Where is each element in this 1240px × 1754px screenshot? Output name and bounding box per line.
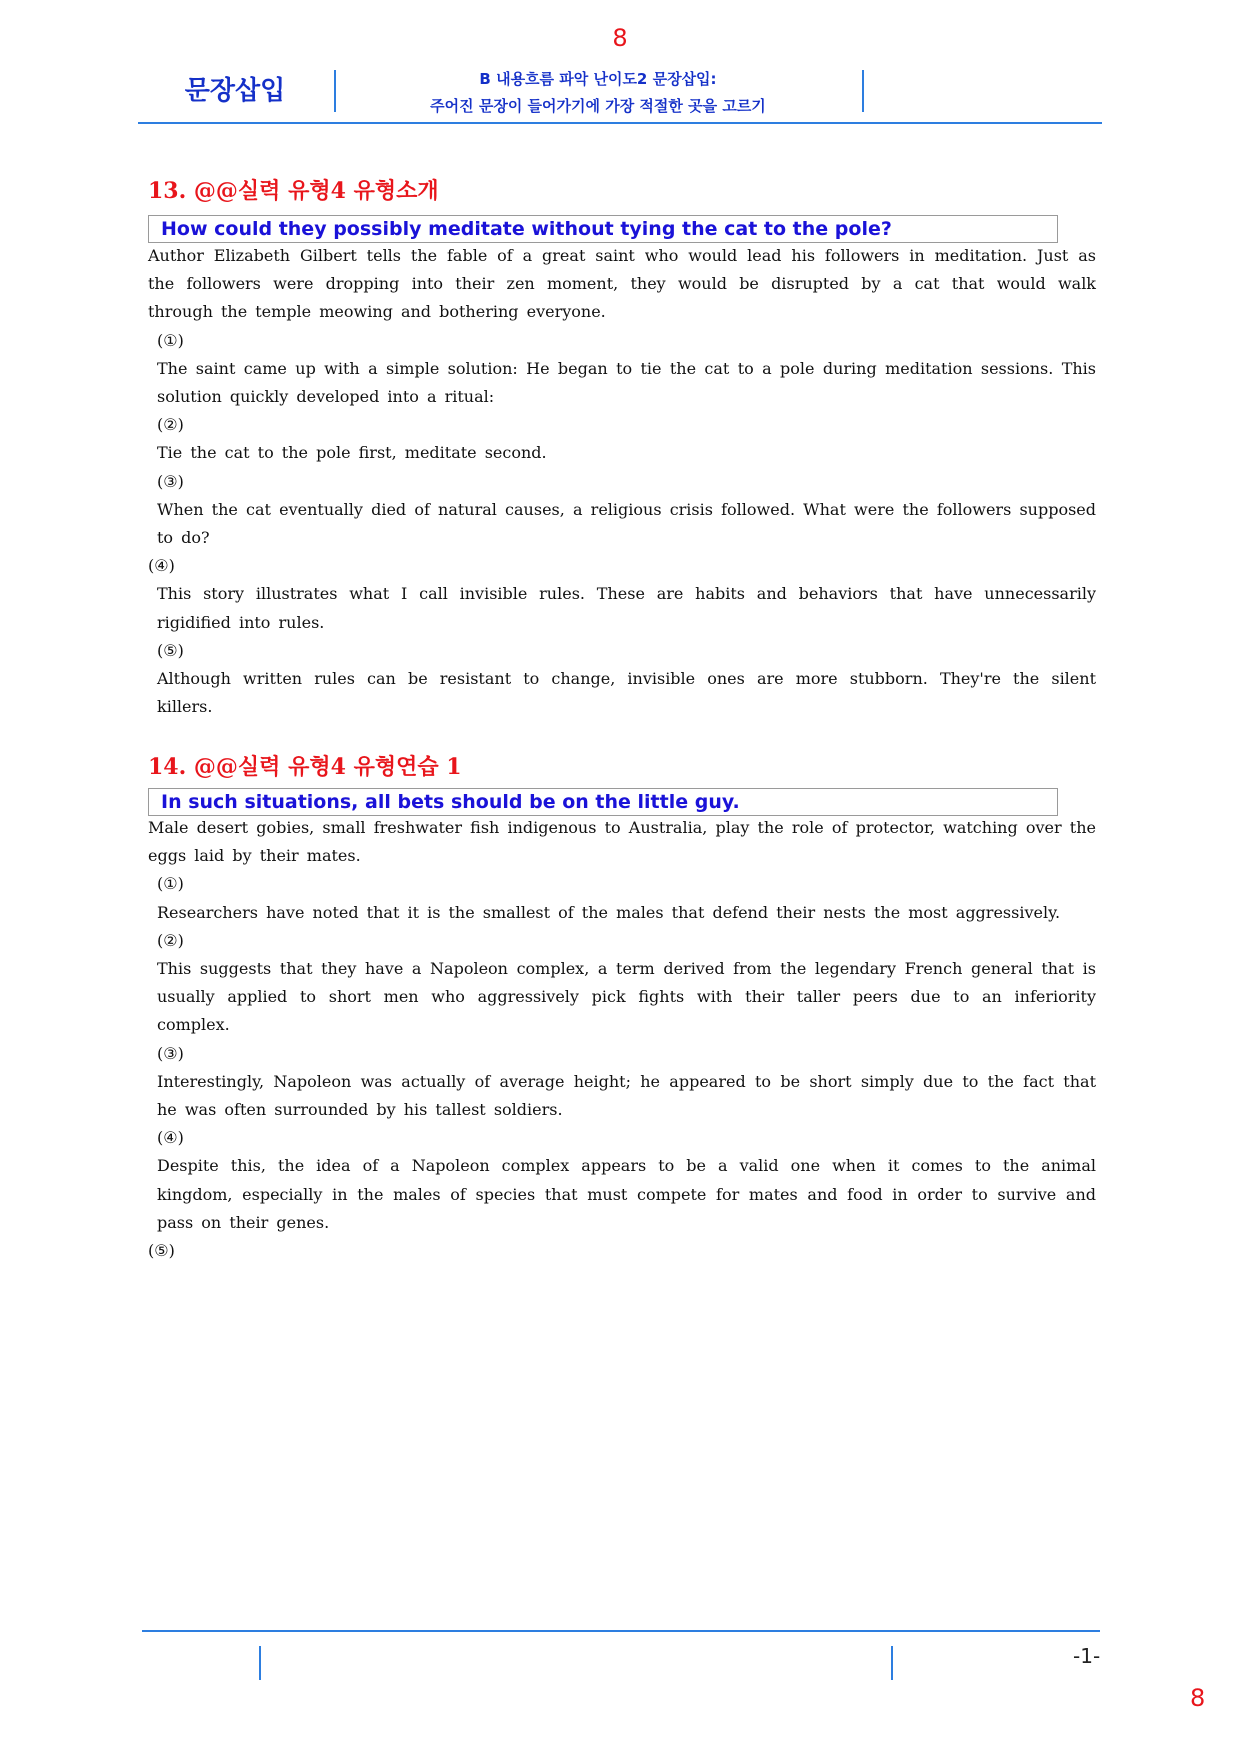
footer-page-label: -1- xyxy=(1073,1644,1101,1668)
insertion-marker-1: (①) xyxy=(157,330,184,350)
insertion-marker-4: (④) xyxy=(148,556,175,576)
page-number-bottom: 8 xyxy=(1190,1684,1206,1712)
passage-paragraph: Interestingly, Napoleon was actually of average height; he appeared to be short simply due to the fact that he was often surrounded by his tallest soldiers. xyxy=(157,1071,1096,1120)
insertion-marker-5: (⑤) xyxy=(148,1241,175,1261)
page-number-top: 8 xyxy=(612,24,628,52)
header-subtitle xyxy=(336,66,860,120)
header-subtitle-line2: 주어진 문장이 들어가기에 가장 적절한 곳을 고르기 xyxy=(430,97,766,115)
footer-divider-right xyxy=(891,1646,893,1680)
question-14-passage xyxy=(148,814,1096,1265)
footer-divider-left xyxy=(259,1646,261,1680)
passage-paragraph: This story illustrates what I call invisible rules. These are habits and behaviors that have unnecessarily rigidified into rules. xyxy=(157,584,1096,632)
passage-paragraph: This suggests that they have a Napoleon complex, a term derived from the legendary French general that is usually applied to short men who aggressively pick fights with their taller peers due to an inferiority complex. xyxy=(157,959,1096,1035)
question-13-title: 13. @@실력 유형4 유형소개 xyxy=(148,178,439,204)
insertion-marker-5: (⑤) xyxy=(157,640,184,660)
passage-paragraph: Male desert gobies, small freshwater fish indigenous to Australia, play the role of protector, watching over the eggs laid by their mates. xyxy=(148,818,1096,866)
insertion-marker-3: (③) xyxy=(157,1043,184,1063)
footer-rule xyxy=(142,1630,1100,1632)
question-14-title: 14. @@실력 유형4 유형연습 1 xyxy=(148,754,462,780)
header-rule xyxy=(138,122,1102,124)
passage-paragraph: The saint came up with a simple solution: He began to tie the cat to a pole during meditation sessions. This solution quickly developed into a ritual: xyxy=(157,358,1096,407)
header-divider-right xyxy=(862,70,864,112)
insertion-marker-3: (③) xyxy=(157,471,184,491)
question-14-given-sentence: In such situations, all bets should be on the little guy. xyxy=(148,788,1058,816)
passage-paragraph: Despite this, the idea of a Napoleon complex appears to be a valid one when it comes to the animal kingdom, especially in the males of species that must compete for mates and food in order to survive and pass on their genes. xyxy=(157,1156,1096,1232)
question-13-passage xyxy=(148,242,1096,721)
insertion-marker-4: (④) xyxy=(157,1128,184,1148)
passage-paragraph: Although written rules can be resistant to change, invisible ones are more stubborn. They're the silent killers. xyxy=(157,669,1096,717)
insertion-marker-1: (①) xyxy=(157,874,184,894)
insertion-marker-2: (②) xyxy=(157,415,184,435)
header-subtitle-line1: B 내용흐름 파악 난이도2 문장삽입: xyxy=(479,70,717,88)
passage-paragraph: Researchers have noted that it is the smallest of the males that defend their nests the most aggressively. xyxy=(157,902,1061,922)
header-title: 문장삽입 xyxy=(184,76,286,106)
insertion-marker-2: (②) xyxy=(157,930,184,950)
question-13-given-sentence: How could they possibly meditate without tying the cat to the pole? xyxy=(148,215,1058,243)
passage-paragraph: Tie the cat to the pole first, meditate second. xyxy=(157,443,547,463)
passage-paragraph: Author Elizabeth Gilbert tells the fable of a great saint who would lead his followers in meditation. Just as the followers were dropping into their zen moment, they would be disrupted by a cat that would walk through the temple meowing and bothering everyone. xyxy=(148,246,1096,322)
passage-paragraph: When the cat eventually died of natural causes, a religious crisis followed. What were the followers supposed to do? xyxy=(157,499,1096,548)
